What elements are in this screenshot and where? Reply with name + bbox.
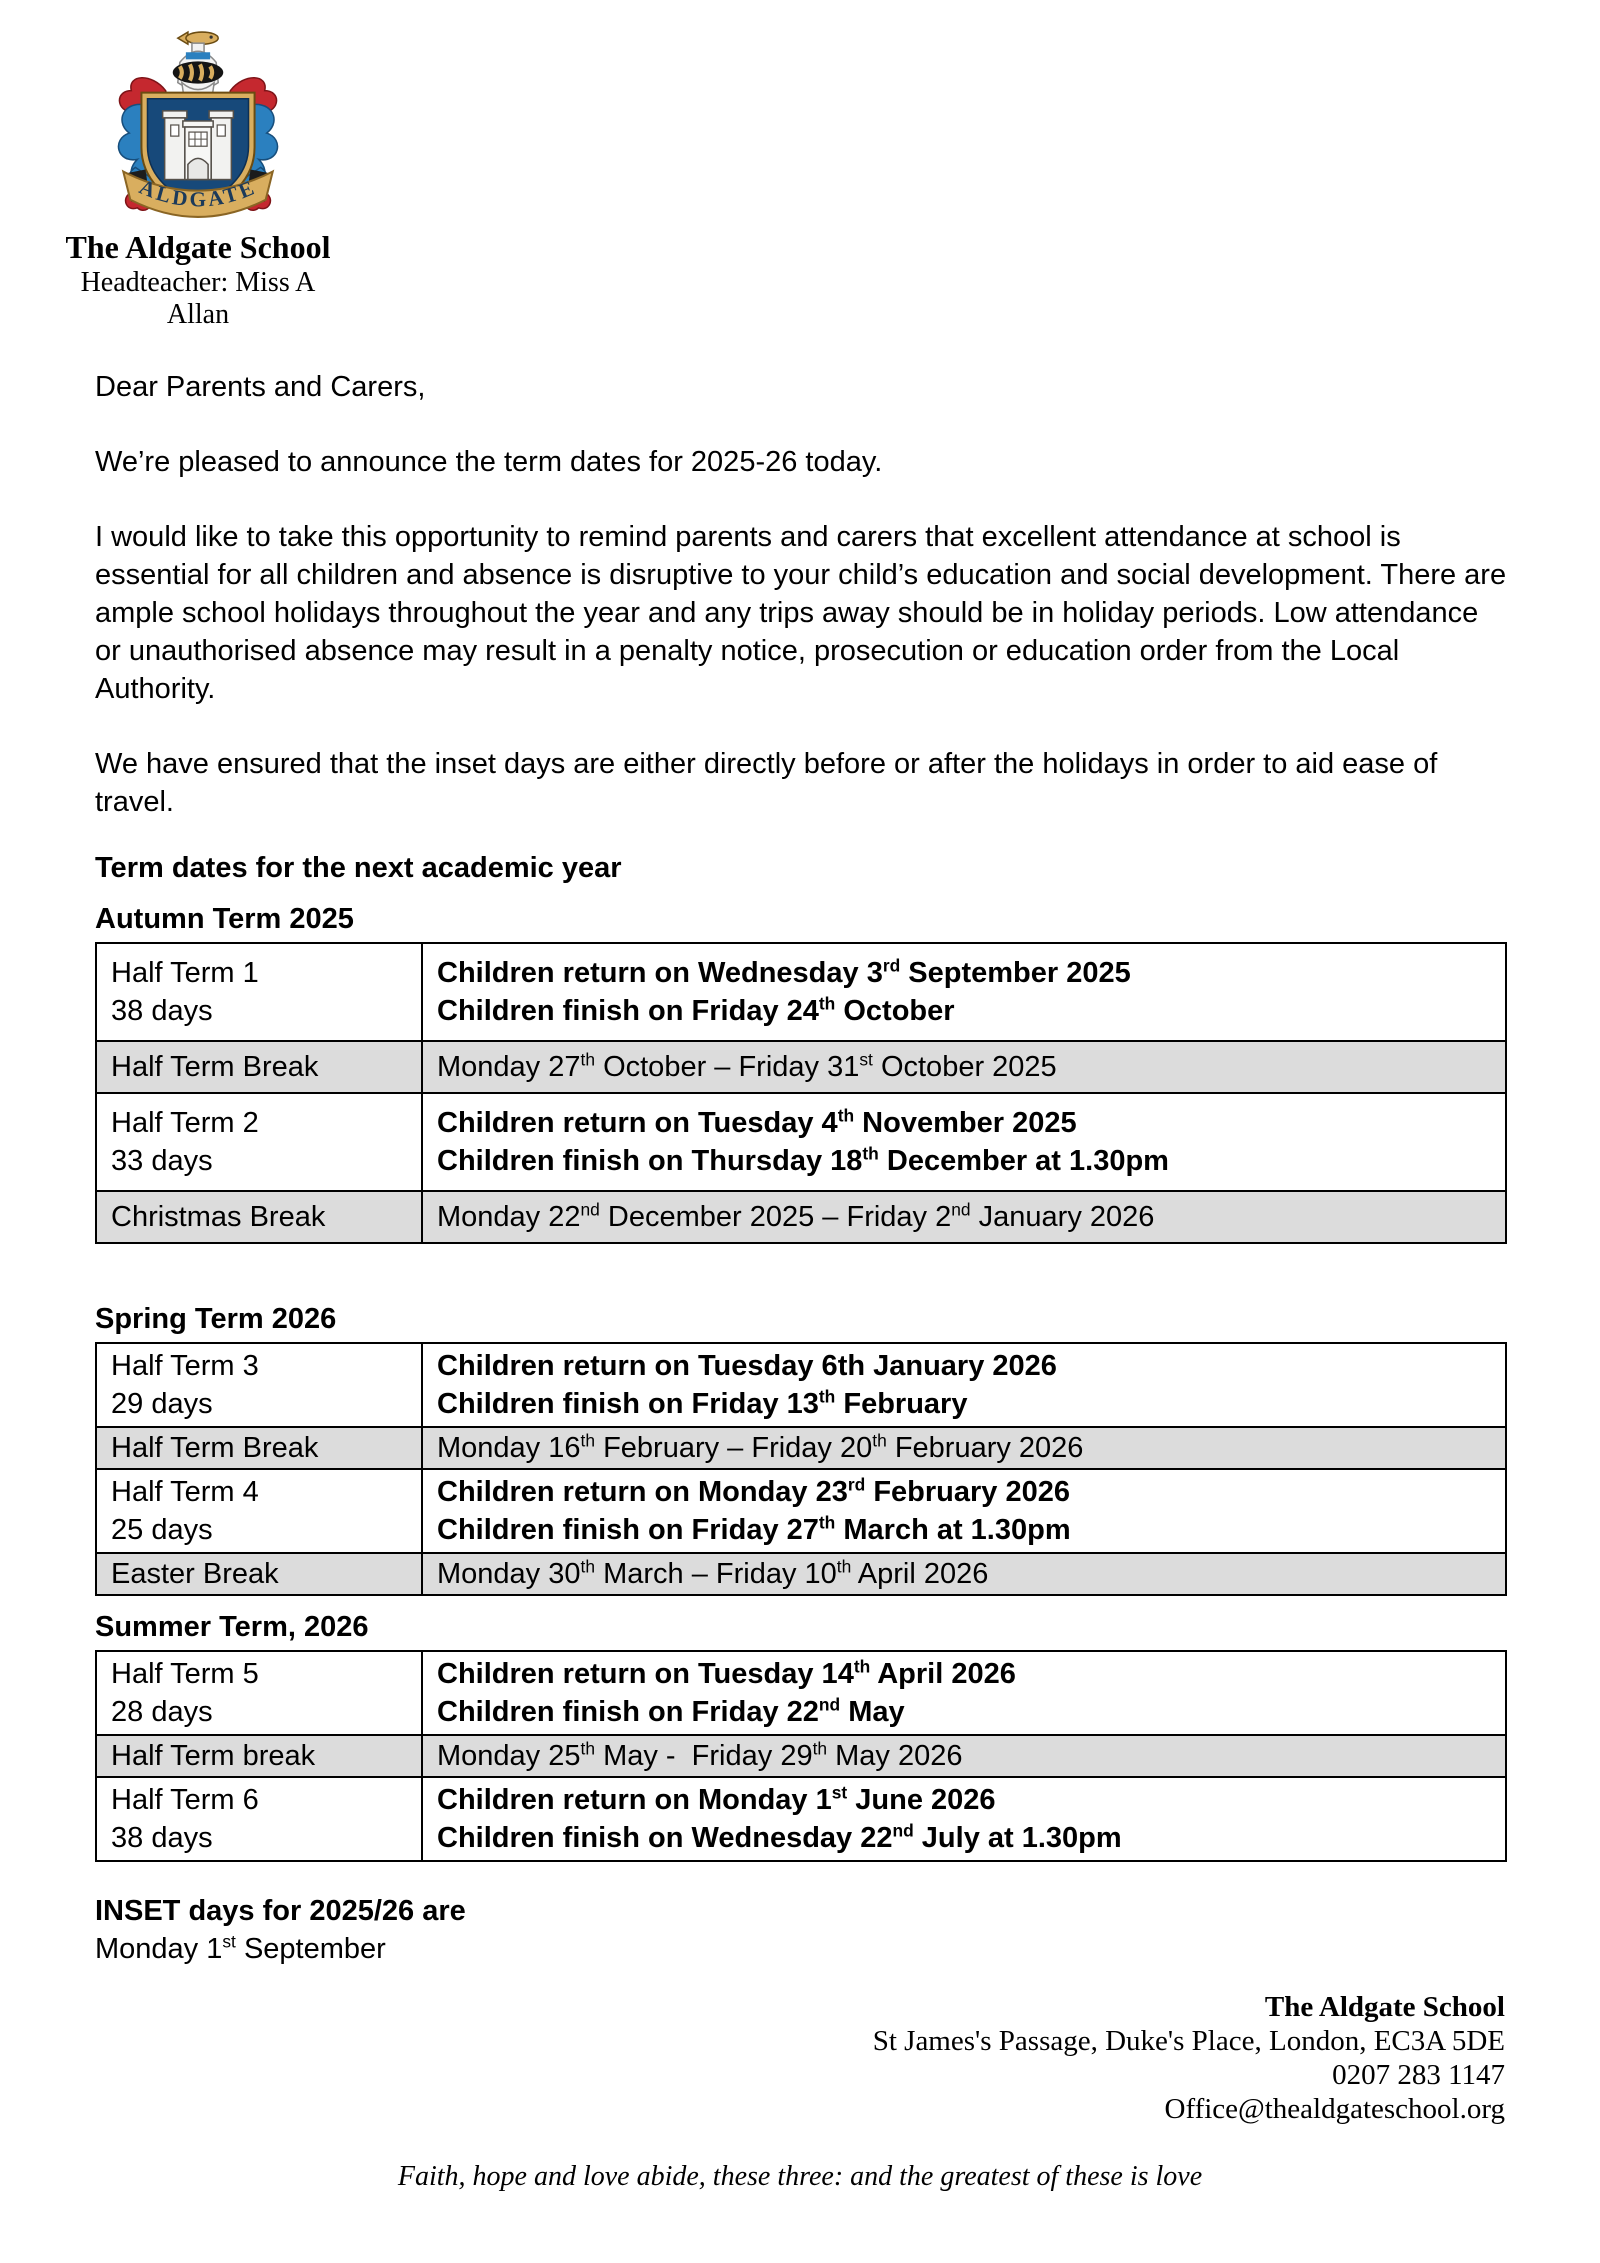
term-cell-detail: Children return on Wednesday 3rd September 2025 Children finish on Friday 24th October <box>422 943 1506 1041</box>
school-motto: Faith, hope and love abide, these three: and the greatest of these is love <box>397 2161 1203 2192</box>
table-row <box>96 1343 1506 1427</box>
term-cell-detail: Monday 30th March – Friday 10th April 2026 <box>422 1553 1506 1595</box>
table-row <box>96 1191 1506 1243</box>
paragraph-announcement: We’re pleased to announce the term dates for 2025-26 today. <box>95 446 883 478</box>
term-cell-detail: Children return on Tuesday 4th November 2025 Children finish on Thursday 18th December at 1.30pm <box>422 1093 1506 1191</box>
term-title: Spring Term 2026 <box>95 1303 337 1335</box>
table-row <box>96 1651 1506 1735</box>
svg-text:ALDGATE: ALDGATE <box>135 174 261 212</box>
footer-phone: 0207 283 1147 <box>1332 2059 1505 2091</box>
term-cell-label: Half Term 2 33 days <box>96 1093 422 1191</box>
term-cell-label: Christmas Break <box>96 1191 422 1243</box>
term-cell-label: Half Term Break <box>96 1041 422 1093</box>
school-crest-logo <box>107 26 289 224</box>
term-cell-label: Half Term 6 38 days <box>96 1777 422 1861</box>
term-table <box>95 1342 1507 1596</box>
table-row <box>96 1735 1506 1777</box>
term-cell-detail: Children return on Tuesday 14th April 2026 Children finish on Friday 22nd May <box>422 1651 1506 1735</box>
table-row <box>96 1093 1506 1191</box>
term-cell-label: Easter Break <box>96 1553 422 1595</box>
term-cell-detail: Children return on Monday 23rd February 2026 Children finish on Friday 27th March at 1.30pm <box>422 1469 1506 1553</box>
footer-address: St James's Passage, Duke's Place, London, EC3A 5DE <box>872 2025 1505 2057</box>
term-cell-detail: Children return on Monday 1st June 2026 Children finish on Wednesday 22nd July at 1.30pm <box>422 1777 1506 1861</box>
term-cell-label: Half Term 5 28 days <box>96 1651 422 1735</box>
term-cell-detail: Children return on Tuesday 6th January 2026 Children finish on Friday 13th February <box>422 1343 1506 1427</box>
inset-days-heading: INSET days for 2025/26 are <box>95 1895 466 1927</box>
table-row <box>96 1553 1506 1595</box>
letterhead <box>48 26 348 331</box>
term-cell-label: Half Term 4 25 days <box>96 1469 422 1553</box>
inset-days-line: Monday 1st September <box>95 1931 386 1965</box>
salutation: Dear Parents and Carers, <box>95 371 426 403</box>
footer-email: Office@thealdgateschool.org <box>1164 2093 1505 2125</box>
term-section <box>95 1300 1507 1596</box>
section-heading: Term dates for the next academic year <box>95 852 622 884</box>
footer-contact-block <box>873 1990 1505 2126</box>
term-tables <box>95 900 1507 1862</box>
table-row <box>96 1777 1506 1861</box>
term-cell-label: Half Term 3 29 days <box>96 1343 422 1427</box>
term-title: Summer Term, 2026 <box>95 1611 369 1643</box>
term-section <box>95 900 1507 1244</box>
term-cell-detail: Monday 25th May - Friday 29th May 2026 <box>422 1735 1506 1777</box>
table-row <box>96 1427 1506 1469</box>
table-row <box>96 1469 1506 1553</box>
term-title: Autumn Term 2025 <box>95 903 354 935</box>
footer-school-name: The Aldgate School <box>1264 1991 1505 2023</box>
castle-icon <box>163 111 234 180</box>
term-cell-detail: Monday 16th February – Friday 20th February 2026 <box>422 1427 1506 1469</box>
term-table <box>95 1650 1507 1862</box>
term-cell-label: Half Term 1 38 days <box>96 943 422 1041</box>
term-section <box>95 1608 1507 1862</box>
letter-body <box>95 368 1507 2005</box>
term-cell-detail: Monday 27th October – Friday 31st October 2025 <box>422 1041 1506 1093</box>
school-name: The Aldgate School <box>65 229 331 265</box>
headteacher-line: Headteacher: Miss A Allan <box>80 267 316 330</box>
term-cell-detail: Monday 22nd December 2025 – Friday 2nd January 2026 <box>422 1191 1506 1243</box>
paragraph-inset-days: We have ensured that the inset days are either directly before or after the holidays in order to aid ease of travel. <box>95 748 1438 818</box>
table-row <box>96 943 1506 1041</box>
term-cell-label: Half Term break <box>96 1735 422 1777</box>
table-row <box>96 1041 1506 1093</box>
paragraph-attendance: I would like to take this opportunity to remind parents and carers that excellent attendance at school is essential for all children and absence is disruptive to your child’s education and social development. There are ample school holidays throughout the year and any trips away should be in holiday periods. Low attendance or unauthorised absence may result in a penalty notice, prosecution or education order from the Local Authority. <box>95 521 1507 705</box>
term-table <box>95 942 1507 1244</box>
fish-crest-icon <box>178 32 218 44</box>
term-cell-label: Half Term Break <box>96 1427 422 1469</box>
